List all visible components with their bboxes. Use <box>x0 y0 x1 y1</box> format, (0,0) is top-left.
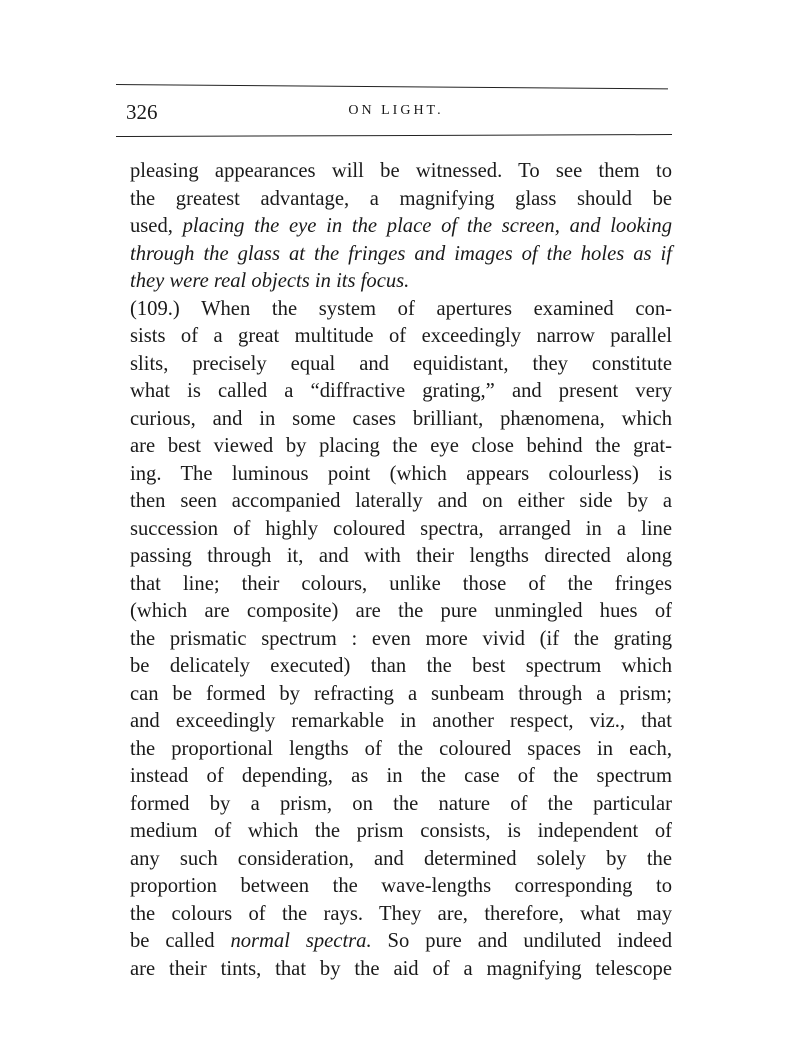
italic-text: normal spectra. <box>230 930 372 952</box>
text-line <box>130 928 672 956</box>
top-rule <box>116 84 668 89</box>
text-line: pleasing appearances will be witnessed. To see them to <box>130 160 672 182</box>
italic-text: placing the eye in the place of the screen, and looking <box>182 215 672 237</box>
text-line: medium of which the prism consists, is independent of <box>130 820 672 842</box>
page-header <box>126 100 666 130</box>
text-line: succession of highly coloured spectra, arranged in a line <box>130 517 672 540</box>
text-line: can be formed by refracting a sunbeam through a prism; <box>130 682 672 705</box>
text-line: (which are composite) are the pure unmingled hues of <box>130 600 672 622</box>
text-line: the colours of the rays. They are, therefore, what may <box>130 902 672 925</box>
text-line: and exceedingly remarkable in another respect, viz., that <box>130 710 672 732</box>
text-line: slits, precisely equal and equidistant, they constitute <box>130 352 672 375</box>
roman-text: be called <box>130 930 231 952</box>
text-line <box>130 268 672 296</box>
text-line: any such consideration, and determined solely by the <box>130 847 672 870</box>
running-head: ON LIGHT. <box>348 103 444 118</box>
text-line: ing. The luminous point (which appears colourless) is <box>130 462 672 485</box>
text-line: formed by a prism, on the nature of the particular <box>130 792 672 815</box>
roman-text: used, <box>130 215 183 237</box>
text-line: sists of a great multitude of exceedingly narrow parallel <box>130 325 672 347</box>
text-line: what is called a “diffractive grating,” and present very <box>130 380 672 402</box>
text-line: are their tints, that by the aid of a magnifying telescope <box>130 957 672 980</box>
roman-text: So pure and undiluted indeed <box>371 930 672 952</box>
text-line: that line; their colours, unlike those of the fringes <box>130 572 672 595</box>
text-line <box>130 241 672 269</box>
text-line: are best viewed by placing the eye close behind the grat- <box>130 435 672 457</box>
text-line: the greatest advantage, a magnifying glass should be <box>130 187 672 210</box>
text-line: then seen accompanied laterally and on either side by a <box>130 490 672 512</box>
text-line: curious, and in some cases brilliant, phænomena, which <box>130 407 672 430</box>
italic-text: they were real objects in its focus. <box>130 270 410 292</box>
text-line: the proportional lengths of the coloured spaces in each, <box>130 737 672 760</box>
text-line: instead of depending, as in the case of the spectrum <box>130 765 672 787</box>
text-line: the prismatic spectrum : even more vivid (if the grating <box>130 627 672 650</box>
italic-text: through the glass at the fringes and images of the holes as if <box>130 242 672 265</box>
text-line: passing through it, and with their lengths directed along <box>130 545 672 567</box>
text-line: proportion between the wave-lengths corresponding to <box>130 875 672 897</box>
text-line <box>130 213 672 241</box>
page-number: 326 <box>126 100 158 124</box>
text-line: be delicately executed) than the best spectrum which <box>130 655 672 677</box>
body-text <box>130 158 672 983</box>
text-line: (109.) When the system of apertures examined con- <box>130 297 672 320</box>
header-rule <box>116 134 672 137</box>
